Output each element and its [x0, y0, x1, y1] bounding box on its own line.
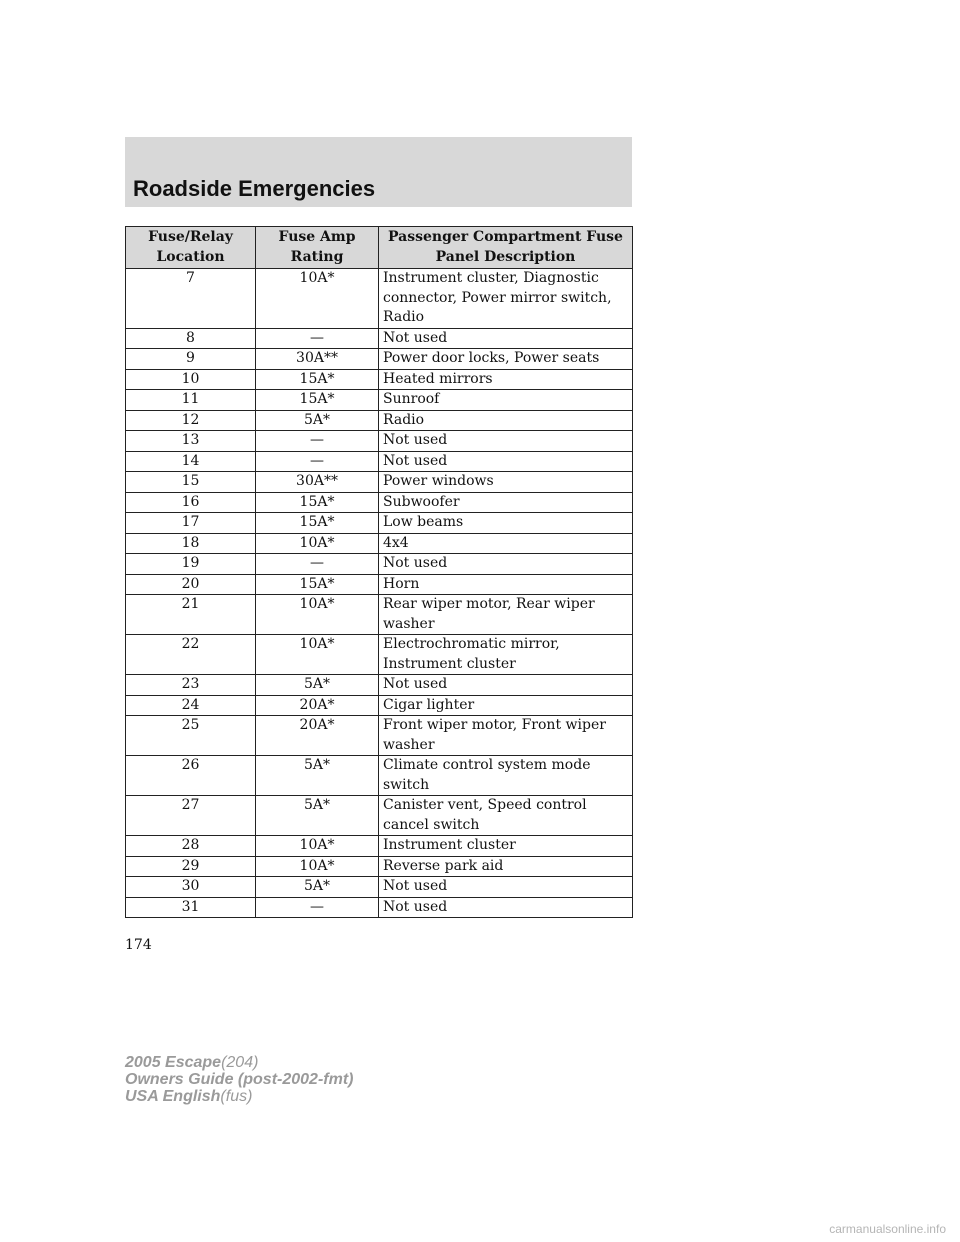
cell-location: 22 — [126, 635, 256, 675]
section-title: Roadside Emergencies — [133, 176, 376, 201]
cell-location: 27 — [126, 796, 256, 836]
cell-description: Instrument cluster — [379, 836, 633, 857]
watermark: carmanualsonline.info — [829, 1222, 946, 1236]
cell-description: Power door locks, Power seats — [379, 349, 633, 370]
table-row — [126, 390, 633, 411]
table-row — [126, 369, 633, 390]
cell-amp-rating: 5A* — [256, 410, 379, 431]
cell-location: 23 — [126, 675, 256, 696]
column-header-location: Fuse/Relay Location — [126, 227, 256, 269]
cell-description: 4x4 — [379, 533, 633, 554]
column-header-amp-rating: Fuse Amp Rating — [256, 227, 379, 269]
cell-location: 20 — [126, 574, 256, 595]
cell-amp-rating: 10A* — [256, 836, 379, 857]
cell-location: 25 — [126, 716, 256, 756]
table-row — [126, 635, 633, 675]
cell-amp-rating: — — [256, 431, 379, 452]
cell-amp-rating: 15A* — [256, 369, 379, 390]
table-body — [126, 269, 633, 918]
column-header-description: Passenger Compartment Fuse Panel Description — [379, 227, 633, 269]
table-row — [126, 856, 633, 877]
cell-amp-rating: — — [256, 897, 379, 918]
cell-location: 16 — [126, 492, 256, 513]
cell-description: Not used — [379, 675, 633, 696]
cell-location: 10 — [126, 369, 256, 390]
table-row — [126, 451, 633, 472]
cell-description: Cigar lighter — [379, 695, 633, 716]
cell-amp-rating: — — [256, 554, 379, 575]
cell-location: 13 — [126, 431, 256, 452]
table-row — [126, 756, 633, 796]
cell-amp-rating: 20A* — [256, 695, 379, 716]
cell-description: Heated mirrors — [379, 369, 633, 390]
cell-amp-rating: 5A* — [256, 756, 379, 796]
footer-language-code: (fus) — [220, 1088, 253, 1105]
table-row — [126, 695, 633, 716]
cell-description: Climate control system mode switch — [379, 756, 633, 796]
table-row — [126, 269, 633, 329]
cell-amp-rating: 15A* — [256, 513, 379, 534]
cell-amp-rating: 30A** — [256, 349, 379, 370]
fuse-table — [125, 226, 633, 918]
cell-amp-rating: 10A* — [256, 856, 379, 877]
footer-model-code: (204) — [221, 1054, 259, 1071]
table-row — [126, 574, 633, 595]
footer-edition-info — [125, 1054, 353, 1105]
cell-location: 28 — [126, 836, 256, 857]
table-row — [126, 877, 633, 898]
table-row — [126, 796, 633, 836]
table-row — [126, 554, 633, 575]
table-row — [126, 595, 633, 635]
table-row — [126, 328, 633, 349]
cell-location: 12 — [126, 410, 256, 431]
cell-location: 17 — [126, 513, 256, 534]
cell-amp-rating: 5A* — [256, 796, 379, 836]
cell-description: Not used — [379, 328, 633, 349]
footer-model: 2005 Escape — [125, 1054, 222, 1071]
cell-location: 9 — [126, 349, 256, 370]
cell-description: Not used — [379, 451, 633, 472]
cell-location: 30 — [126, 877, 256, 898]
cell-description: Not used — [379, 431, 633, 452]
cell-amp-rating: 30A** — [256, 472, 379, 493]
cell-description: Not used — [379, 877, 633, 898]
cell-description: Rear wiper motor, Rear wiper washer — [379, 595, 633, 635]
cell-location: 15 — [126, 472, 256, 493]
cell-amp-rating: 5A* — [256, 675, 379, 696]
cell-location: 21 — [126, 595, 256, 635]
cell-location: 7 — [126, 269, 256, 329]
cell-amp-rating: 10A* — [256, 595, 379, 635]
table-header-row — [126, 227, 633, 269]
cell-description: Canister vent, Speed control cancel switch — [379, 796, 633, 836]
table-row — [126, 533, 633, 554]
cell-location: 26 — [126, 756, 256, 796]
cell-amp-rating: — — [256, 451, 379, 472]
cell-amp-rating: 10A* — [256, 533, 379, 554]
cell-location: 31 — [126, 897, 256, 918]
cell-location: 11 — [126, 390, 256, 411]
cell-amp-rating: 15A* — [256, 492, 379, 513]
table-row — [126, 675, 633, 696]
table-row — [126, 472, 633, 493]
cell-location: 19 — [126, 554, 256, 575]
cell-location: 29 — [126, 856, 256, 877]
cell-amp-rating: 10A* — [256, 635, 379, 675]
cell-description: Subwoofer — [379, 492, 633, 513]
cell-description: Instrument cluster, Diagnostic connector, Power mirror switch, Radio — [379, 269, 633, 329]
cell-description: Not used — [379, 897, 633, 918]
cell-location: 8 — [126, 328, 256, 349]
table-row — [126, 410, 633, 431]
cell-description: Power windows — [379, 472, 633, 493]
cell-amp-rating: — — [256, 328, 379, 349]
table-row — [126, 492, 633, 513]
cell-description: Horn — [379, 574, 633, 595]
cell-description: Front wiper motor, Front wiper washer — [379, 716, 633, 756]
cell-amp-rating: 20A* — [256, 716, 379, 756]
table-row — [126, 836, 633, 857]
table-row — [126, 431, 633, 452]
table-row — [126, 897, 633, 918]
cell-amp-rating: 5A* — [256, 877, 379, 898]
cell-description: Electrochromatic mirror, Instrument cluster — [379, 635, 633, 675]
cell-location: 18 — [126, 533, 256, 554]
table-row — [126, 349, 633, 370]
cell-description: Radio — [379, 410, 633, 431]
cell-location: 14 — [126, 451, 256, 472]
section-header-band — [125, 137, 632, 207]
cell-description: Low beams — [379, 513, 633, 534]
cell-amp-rating: 15A* — [256, 574, 379, 595]
table-row — [126, 716, 633, 756]
cell-description: Not used — [379, 554, 633, 575]
page-number: 174 — [125, 937, 152, 953]
footer-language: USA English — [125, 1088, 221, 1105]
footer-guide-type: Owners Guide (post-2002-fmt) — [125, 1071, 354, 1088]
cell-description: Sunroof — [379, 390, 633, 411]
cell-amp-rating: 15A* — [256, 390, 379, 411]
cell-amp-rating: 10A* — [256, 269, 379, 329]
cell-location: 24 — [126, 695, 256, 716]
table-row — [126, 513, 633, 534]
cell-description: Reverse park aid — [379, 856, 633, 877]
